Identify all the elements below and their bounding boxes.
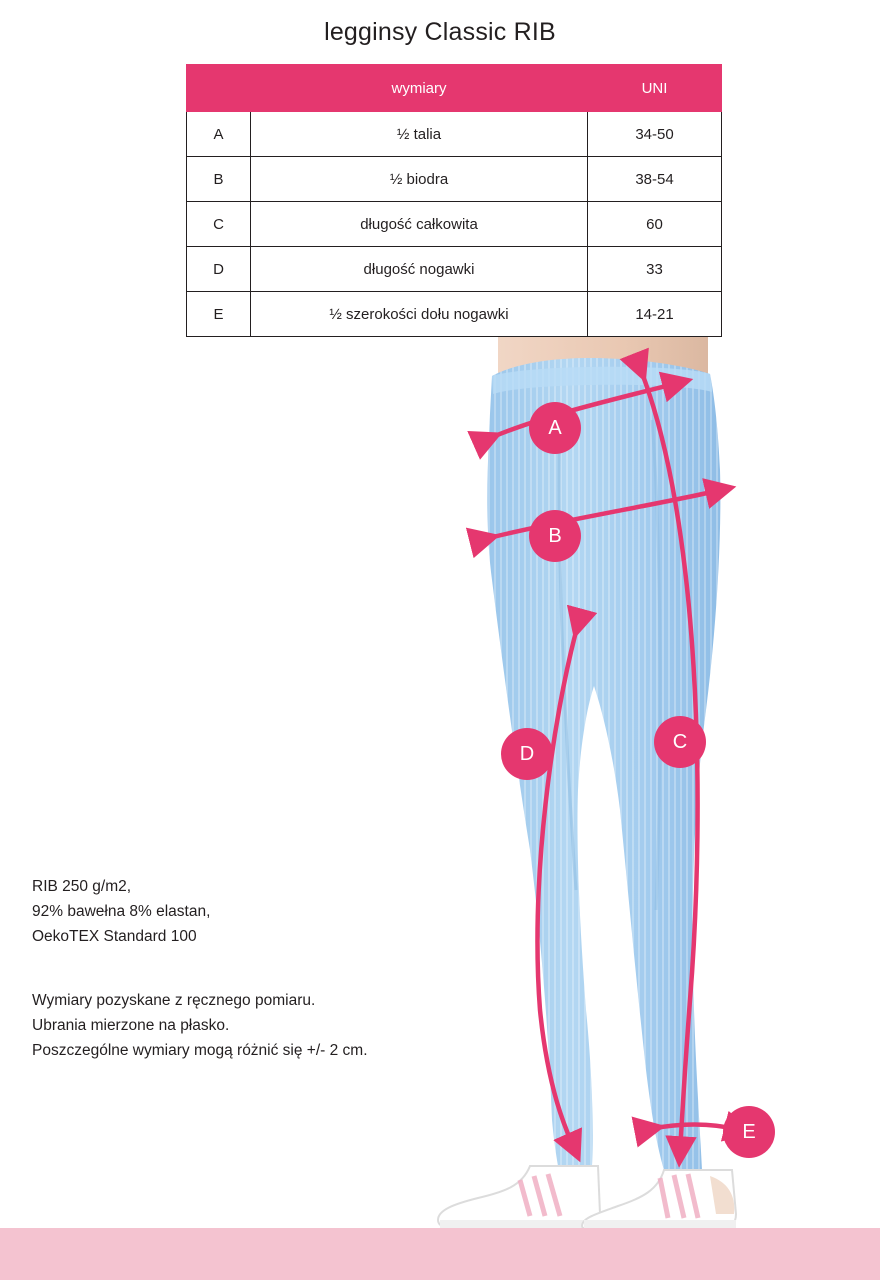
- page-title: legginsy Classic RIB: [324, 18, 556, 46]
- row-letter-a: A: [187, 112, 251, 157]
- material-line-3: OekoTEX Standard 100: [32, 928, 197, 945]
- row-uni-e: 14-21: [588, 292, 722, 337]
- table-header-wymiary: wymiary: [251, 65, 588, 112]
- row-letter-b: B: [187, 157, 251, 202]
- row-name-b: ½ biodra: [251, 157, 588, 202]
- material-line-1: RIB 250 g/m2,: [32, 878, 132, 895]
- model-leggings-photo: [380, 330, 850, 1230]
- table-row: [187, 112, 722, 157]
- table-row: [187, 202, 722, 247]
- notes-line-3: Poszczególne wymiary mogą różnić się +/- 2 cm.: [32, 1042, 368, 1059]
- row-name-e: ½ szerokości dołu nogawki: [251, 292, 588, 337]
- badge-d: D: [501, 728, 553, 780]
- material-line-2: 92% bawełna 8% elastan,: [32, 903, 211, 920]
- row-name-c: długość całkowita: [251, 202, 588, 247]
- table-header-letter: [187, 65, 251, 112]
- badge-c: C: [654, 716, 706, 768]
- row-uni-b: 38-54: [588, 157, 722, 202]
- badge-b: B: [529, 510, 581, 562]
- badge-e: E: [723, 1106, 775, 1158]
- table-header-uni: UNI: [588, 65, 722, 112]
- row-uni-a: 34-50: [588, 112, 722, 157]
- row-name-d: długość nogawki: [251, 247, 588, 292]
- table-header-row: [187, 65, 722, 112]
- measurement-notes: [32, 988, 368, 1063]
- footer-band: [0, 1228, 880, 1280]
- table-row: [187, 292, 722, 337]
- table-row: [187, 247, 722, 292]
- table-row: [187, 157, 722, 202]
- row-letter-c: C: [187, 202, 251, 247]
- measurements-table: [186, 64, 722, 337]
- material-info: [32, 874, 210, 949]
- notes-line-2: Ubrania mierzone na płasko.: [32, 1017, 230, 1034]
- row-name-a: ½ talia: [251, 112, 588, 157]
- row-uni-c: 60: [588, 202, 722, 247]
- badge-a: A: [529, 402, 581, 454]
- row-uni-d: 33: [588, 247, 722, 292]
- row-letter-e: E: [187, 292, 251, 337]
- row-letter-d: D: [187, 247, 251, 292]
- notes-line-1: Wymiary pozyskane z ręcznego pomiaru.: [32, 992, 316, 1009]
